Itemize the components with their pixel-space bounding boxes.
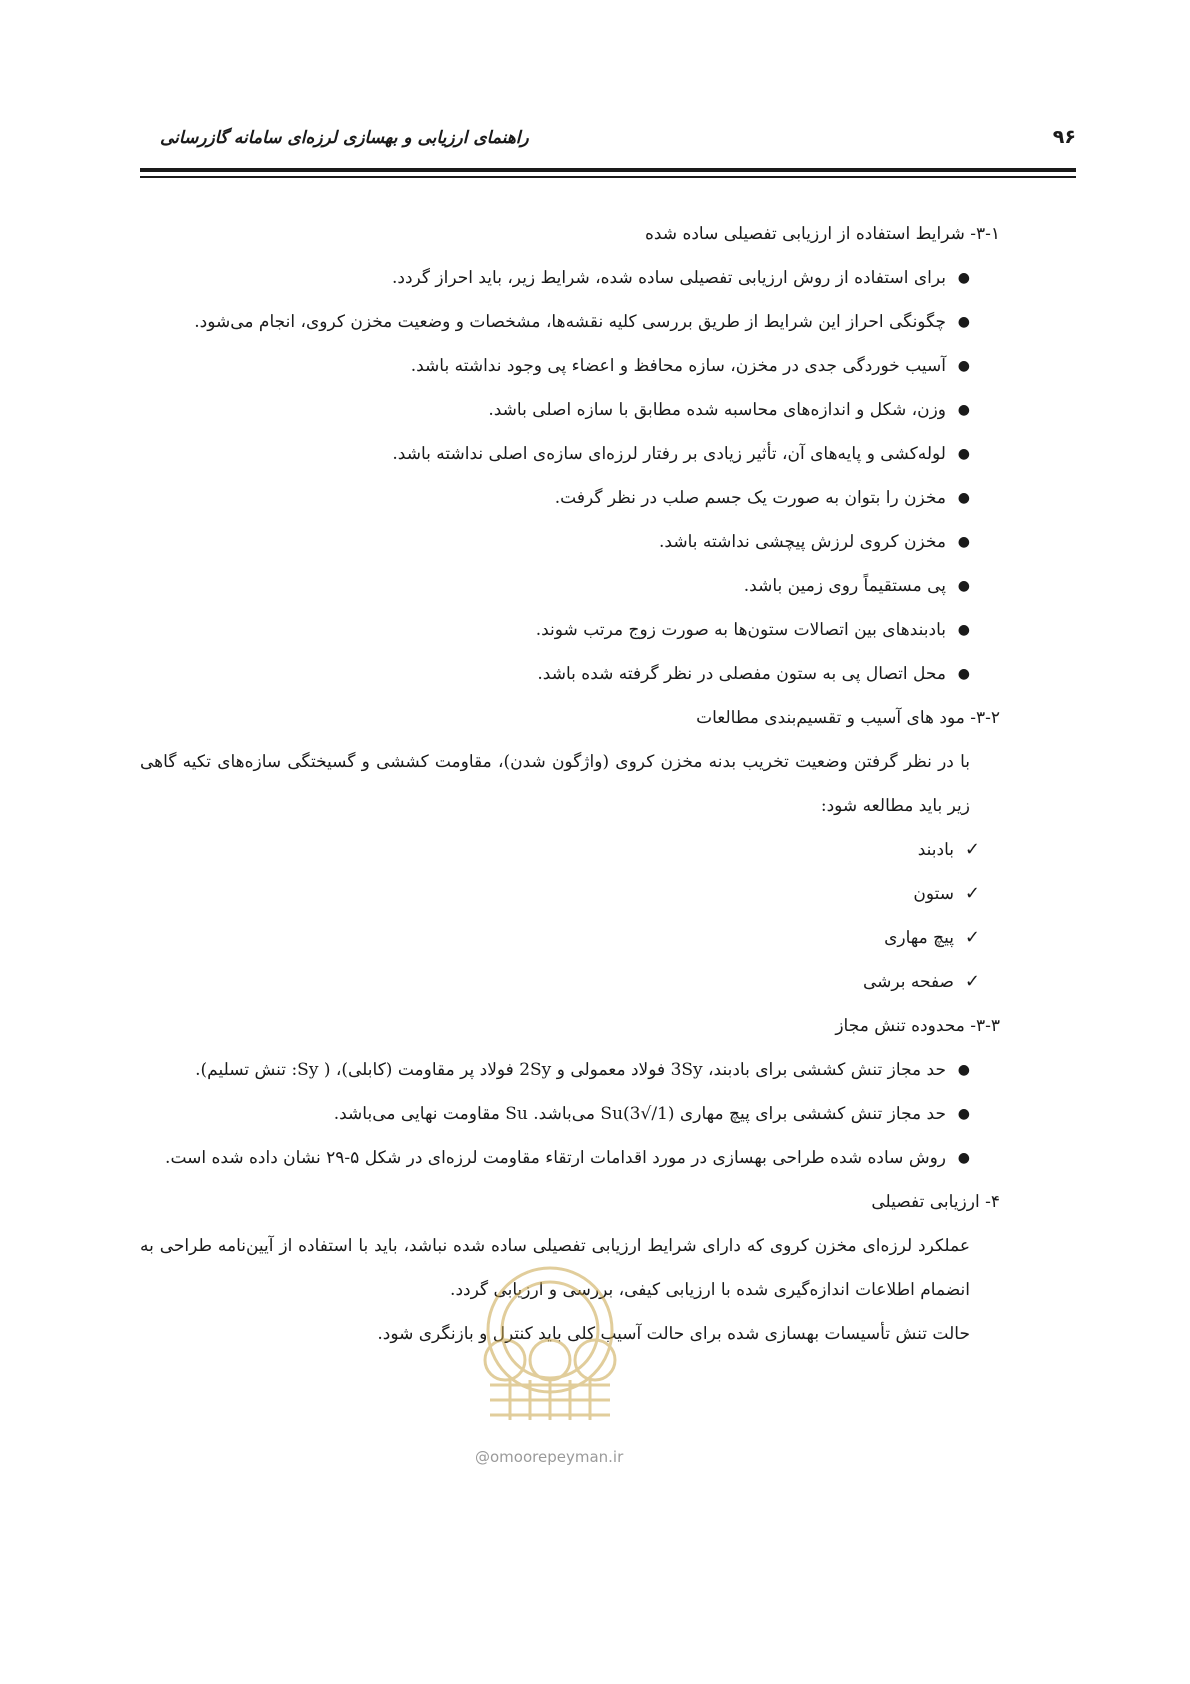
running-title: راهنمای ارزیابی و بهسازی لرزه‌ای سامانه گازرسانی [160, 128, 529, 148]
section-3-2-paragraph: با در نظر گرفتن وضعیت تخریب بدنه مخزن کروی (واژگون شدن)، مقاومت کششی و گسیختگی سازه‌های تکیه گاهی زیر باید مطالعه شود: [140, 752, 970, 816]
section-heading-4: ۴- ارزیابی تفصیلی [871, 1192, 1000, 1212]
study-items-list [140, 828, 980, 1004]
page-number: ۹۶ [1052, 126, 1076, 148]
list-item: ● لوله‌کشی و پایه‌های آن، تأثیر زیادی بر رفتار لرزه‌ای سازه‌ی اصلی نداشته باشد. [140, 432, 970, 476]
list-item: ● پی مستقیماً روی زمین باشد. [140, 564, 970, 608]
conditions-list [140, 256, 1000, 696]
bullet-icon: ● [957, 578, 970, 594]
section-4-paragraph-2: حالت تنش تأسیسات بهسازی شده برای حالت آسیب کلی باید کنترل و بازنگری شود. [377, 1324, 970, 1344]
bullet-icon: ● [957, 490, 970, 506]
section-4-paragraph-1: عملکرد لرزه‌ای مخزن کروی که دارای شرایط ارزیابی تفصیلی ساده شده نباشد، باید با استفاده از آیین‌نامه طراحی به انضمام اطلاعات اندازه‌گیری شده با ارزیابی کیفی، بررسی و ارزیابی گردد. [140, 1236, 970, 1300]
list-item: ● مخزن کروی لرزش پیچشی نداشته باشد. [140, 520, 970, 564]
list-item: ✓ ستون [140, 872, 980, 916]
page-body [140, 212, 1000, 1356]
list-item: ● حد مجاز تنش کششی برای پیچ مهاری (1/√3)Su می‌باشد. Su مقاومت نهایی می‌باشد. [140, 1092, 970, 1136]
bullet-icon: ● [957, 402, 970, 418]
header-rule-thin [140, 176, 1076, 178]
list-item: ● مخزن را بتوان به صورت یک جسم صلب در نظر گرفت. [140, 476, 970, 520]
list-item: ✓ پیچ مهاری [140, 916, 980, 960]
bullet-icon: ● [957, 666, 970, 682]
checkmark-icon: ✓ [964, 971, 980, 992]
bullet-icon: ● [957, 314, 970, 330]
list-item: ● چگونگی احراز این شرایط از طریق بررسی کلیه نقشه‌ها، مشخصات و وضعیت مخزن کروی، انجام می‌شود. [140, 300, 970, 344]
list-item: ● آسیب خوردگی جدی در مخزن، سازه محافظ و اعضاء پی وجود نداشته باشد. [140, 344, 970, 388]
bullet-icon: ● [957, 446, 970, 462]
bullet-icon: ● [957, 358, 970, 374]
list-item: ● برای استفاده از روش ارزیابی تفصیلی ساده شده، شرایط زیر، باید احراز گردد. [140, 256, 970, 300]
bullet-icon: ● [957, 1106, 970, 1122]
section-heading-3-2: ۳-۲- مود های آسیب و تقسیم‌بندی مطالعات [696, 708, 1000, 728]
list-item: ● محل اتصال پی به ستون مفصلی در نظر گرفته شده باشد. [140, 652, 970, 696]
list-item: ● وزن، شکل و اندازه‌های محاسبه شده مطابق با سازه اصلی باشد. [140, 388, 970, 432]
checkmark-icon: ✓ [964, 883, 980, 904]
list-item: ✓ بادبند [140, 828, 980, 872]
bullet-icon: ● [957, 622, 970, 638]
header-rule-thick [140, 168, 1076, 172]
checkmark-icon: ✓ [964, 839, 980, 860]
watermark-url: @omoorepeyman.ir [475, 1448, 624, 1466]
page-header [140, 126, 1076, 166]
bullet-icon: ● [957, 1062, 970, 1078]
bullet-icon: ● [957, 1150, 970, 1166]
allowable-stress-list [140, 1048, 1000, 1180]
section-heading-3-1: ۳-۱- شرایط استفاده از ارزیابی تفصیلی ساده شده [644, 224, 1000, 244]
section-heading-3-3: ۳-۳- محدوده تنش مجاز [835, 1016, 1000, 1036]
checkmark-icon: ✓ [964, 927, 980, 948]
list-item: ● بادبندهای بین اتصالات ستون‌ها به صورت زوج مرتب شوند. [140, 608, 970, 652]
list-item: ● روش ساده شده طراحی بهسازی در مورد اقدامات ارتقاء مقاومت لرزه‌ای در شکل ۵-۲۹ نشان داده شده است. [140, 1136, 970, 1180]
watermark-stamp-icon [450, 1250, 650, 1430]
list-item: ● حد مجاز تنش کششی برای بادبند، 3Sy فولاد معمولی و 2Sy فولاد پر مقاومت (کابلی)، ( Sy: تنش تسلیم). [140, 1048, 970, 1092]
list-item: ✓ صفحه برشی [140, 960, 980, 1004]
bullet-icon: ● [957, 270, 970, 286]
bullet-icon: ● [957, 534, 970, 550]
